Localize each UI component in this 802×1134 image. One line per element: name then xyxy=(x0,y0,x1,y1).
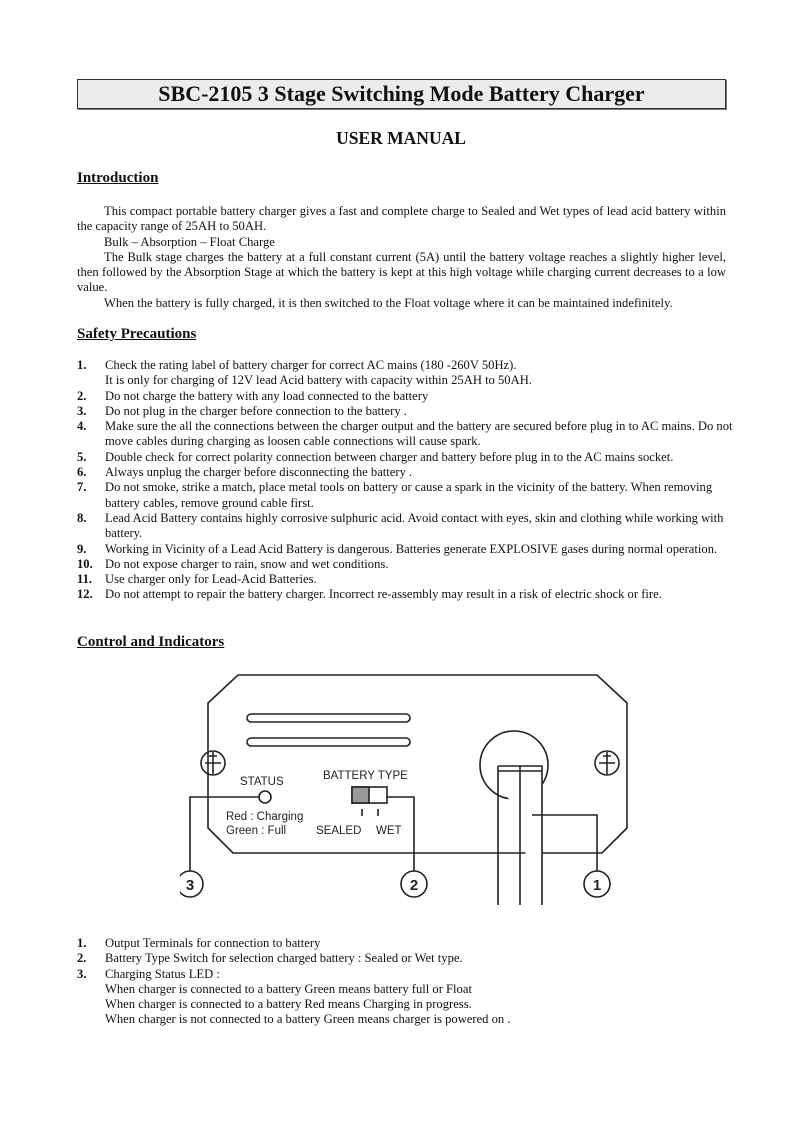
introduction-heading: Introduction xyxy=(77,170,159,186)
item-number: 6. xyxy=(77,465,87,480)
green-full-label: Green : Full xyxy=(226,825,287,837)
item-text: Make sure the all the connections between the charger output and the battery are secured before plug in to AC mains. Do not move cables during charging as loosen cable connections will cause spark. xyxy=(105,419,733,449)
item-number: 4. xyxy=(77,419,87,434)
item-text: Do not plug in the charger before connection to the battery . xyxy=(105,403,407,418)
callout-number: 2 xyxy=(409,877,419,894)
safety-item xyxy=(77,587,737,602)
controls-heading: Control and Indicators xyxy=(77,634,225,650)
callout-number: 1 xyxy=(592,877,602,894)
item-number: 2. xyxy=(77,951,87,966)
led-note: When charger is connected to a battery Green means battery full or Float xyxy=(105,981,472,996)
document-subtitle: USER MANUAL xyxy=(336,128,466,148)
item-number: 3. xyxy=(77,966,87,981)
item-text: Lead Acid Battery contains highly corrosive sulphuric acid. Avoid contact with eyes, skin and clothing while working with battery. xyxy=(105,510,724,541)
intro-paragraph: Bulk – Absorption – Float Charge xyxy=(104,234,275,249)
safety-item xyxy=(77,511,737,542)
safety-item xyxy=(77,404,737,419)
item-text: Always unplug the charger before disconnecting the battery . xyxy=(105,465,413,480)
led-note: When charger is not connected to a battery Green means charger is powered on . xyxy=(105,1012,511,1027)
safety-item xyxy=(77,389,737,404)
item-number: 10. xyxy=(77,556,93,571)
item-number: 2. xyxy=(77,388,87,403)
item-number: 8. xyxy=(77,510,87,525)
safety-heading: Safety Precautions xyxy=(77,326,197,342)
item-text: Check the rating label of battery charger for correct AC mains (180 -260V 50Hz). xyxy=(105,358,517,372)
safety-item xyxy=(77,557,737,572)
safety-item xyxy=(77,465,737,480)
safety-list xyxy=(77,358,737,603)
screw-icon xyxy=(201,751,225,775)
led-note: When charger is connected to a battery Red means Charging in progress. xyxy=(105,997,472,1012)
introduction-body xyxy=(77,204,726,311)
safety-item xyxy=(77,572,737,587)
item-number: 5. xyxy=(77,449,87,464)
item-number: 7. xyxy=(77,480,87,495)
item-number: 9. xyxy=(77,541,87,556)
vent-slot xyxy=(247,714,410,722)
safety-item xyxy=(77,358,737,373)
item-number: 1. xyxy=(77,358,87,372)
item-text: Do not attempt to repair the battery charger. Incorrect re-assembly may result in a risk of electric shock or fire. xyxy=(105,587,662,602)
screw-icon xyxy=(595,751,619,775)
safety-item xyxy=(77,480,737,511)
output-cable xyxy=(498,766,542,905)
item-text-extra: It is only for charging of 12V lead Acid battery with capacity within 25AH to 50AH. xyxy=(105,373,532,388)
item-text: Working in Vicinity of a Lead Acid Battery is dangerous. Batteries generate EXPLOSIVE gases during normal operation. xyxy=(105,541,718,556)
item-text: Double check for correct polarity connection between charger and battery before plug in to the AC mains socket. xyxy=(105,449,674,464)
battery-type-label: BATTERY TYPE xyxy=(323,770,408,782)
safety-item xyxy=(77,450,737,465)
list-item xyxy=(77,951,737,966)
item-text: Do not expose charger to rain, snow and wet conditions. xyxy=(105,556,389,571)
list-item xyxy=(77,936,737,951)
red-charging-label: Red : Charging xyxy=(226,811,304,823)
item-text: Do not smoke, strike a match, place metal tools on battery or cause a spark in the vicinity of the battery. When removing battery cables, remove ground cable first. xyxy=(105,480,713,510)
item-number: 12. xyxy=(77,587,93,602)
callout-number: 3 xyxy=(185,877,195,894)
safety-item xyxy=(77,542,737,557)
sealed-label: SEALED xyxy=(316,825,362,837)
document-title: SBC-2105 3 Stage Switching Mode Battery Charger xyxy=(77,79,726,109)
item-text: Use charger only for Lead-Acid Batteries. xyxy=(105,572,317,587)
item-text: Battery Type Switch for selection charged battery : Sealed or Wet type. xyxy=(105,951,463,966)
status-led xyxy=(259,791,271,803)
intro-paragraph: The Bulk stage charges the battery at a full constant current (5A) until the battery voltage reaches a slightly higher level, then followed by the Absorption Stage at which the battery is kept at this high voltage while charging current decreases to a low value. xyxy=(77,249,726,295)
item-number: 11. xyxy=(77,572,93,587)
safety-item xyxy=(77,419,737,450)
item-number: 3. xyxy=(77,403,87,418)
intro-paragraph: When the battery is fully charged, it is then switched to the Float voltage where it can be maintained indefinitely. xyxy=(104,295,673,310)
wet-label: WET xyxy=(376,825,402,837)
vent-slot xyxy=(247,738,410,746)
controls-list xyxy=(77,936,737,1028)
item-text: Do not charge the battery with any load connected to the battery xyxy=(105,388,429,403)
intro-paragraph: This compact portable battery charger gives a fast and complete charge to Sealed and Wet types of lead acid battery within the capacity range of 25AH to 50AH. xyxy=(77,204,726,234)
item-text: Charging Status LED : xyxy=(105,966,220,981)
list-item xyxy=(77,967,737,982)
item-number: 1. xyxy=(77,936,87,950)
item-text: Output Terminals for connection to battery xyxy=(105,936,321,950)
charger-front-panel-diagram xyxy=(180,665,640,925)
status-label: STATUS xyxy=(240,776,284,788)
